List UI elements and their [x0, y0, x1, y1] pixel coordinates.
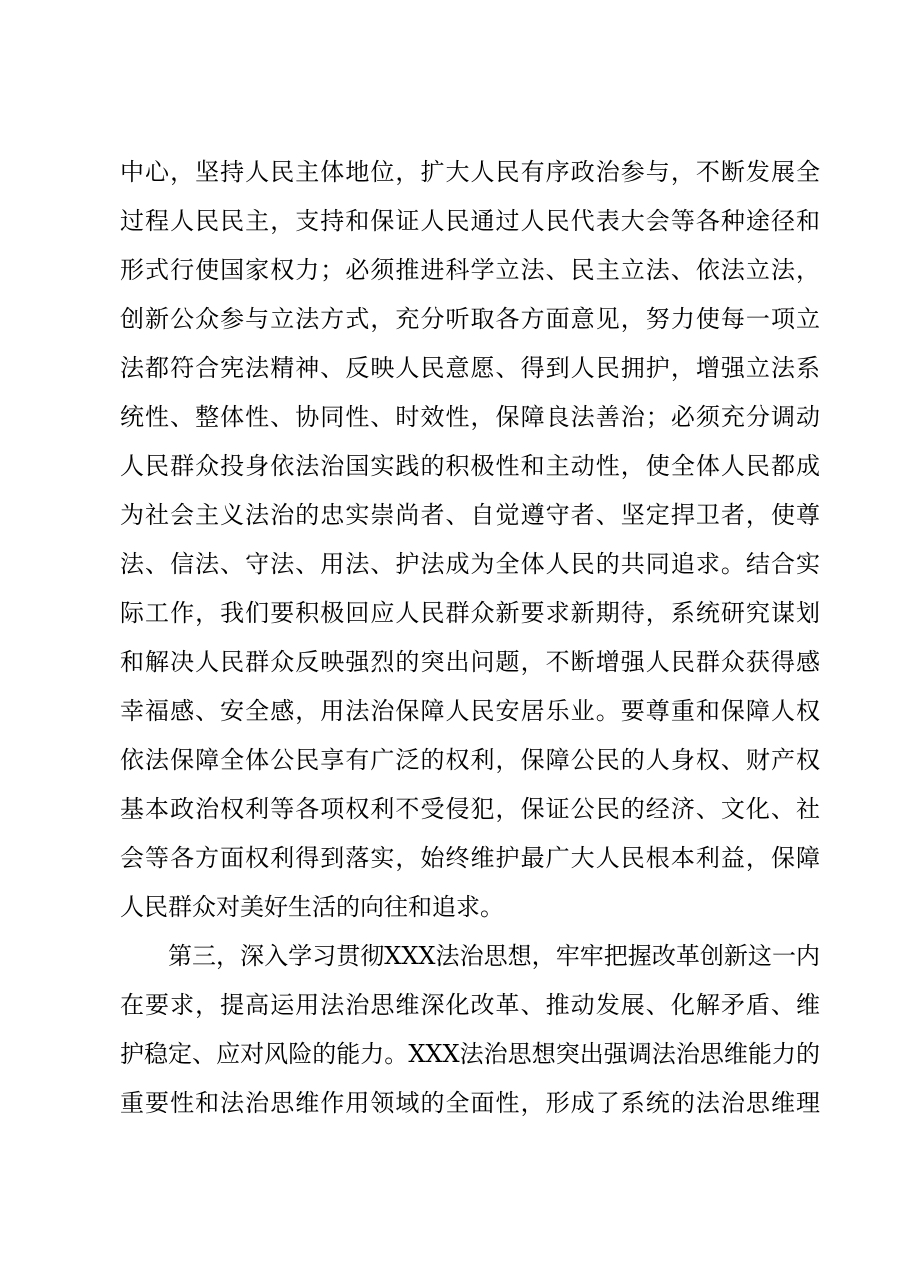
text-line-4: 创新公众参与立法方式，充分听取各方面意见，努力使每一项立 — [120, 305, 820, 333]
text-line-2: 过程人民民主，支持和保证人民通过人民代表大会等各种途径和 — [120, 207, 820, 235]
text-line-13: 依法保障全体公民享有广泛的权利，保障公民的人身权、财产权 — [120, 746, 820, 774]
text-line-6: 统性、整体性、协同性、时效性，保障良法善治；必须充分调动 — [120, 403, 820, 431]
text-line-17: 第三，深入学习贯彻XXX法治思想，牢牢把握改革创新这一内 — [168, 942, 820, 970]
text-line-18: 在要求，提高运用法治思维深化改革、推动发展、化解矛盾、维 — [120, 991, 820, 1019]
text-line-16: 人民群众对美好生活的向往和追求。 — [120, 893, 504, 921]
text-line-1: 中心，坚持人民主体地位，扩大人民有序政治参与，不断发展全 — [120, 158, 820, 186]
text-line-7: 人民群众投身依法治国实践的积极性和主动性，使全体人民都成 — [120, 452, 820, 480]
text-line-8: 为社会主义法治的忠实崇尚者、自觉遵守者、坚定捍卫者，使尊 — [120, 501, 820, 529]
text-line-11: 和解决人民群众反映强烈的突出问题，不断增强人民群众获得感 — [120, 648, 820, 676]
text-line-15: 会等各方面权利得到落实，始终维护最广大人民根本利益，保障 — [120, 844, 820, 872]
text-line-10: 际工作，我们要积极回应人民群众新要求新期待，系统研究谋划 — [120, 599, 820, 627]
text-line-5: 法都符合宪法精神、反映人民意愿、得到人民拥护，增强立法系 — [120, 354, 820, 382]
text-line-19: 护稳定、应对风险的能力。XXX法治思想突出强调法治思维能力的 — [120, 1040, 820, 1068]
text-line-12: 幸福感、安全感，用法治保障人民安居乐业。要尊重和保障人权 — [120, 697, 820, 725]
text-line-20: 重要性和法治思维作用领域的全面性，形成了系统的法治思维理 — [120, 1089, 820, 1117]
text-line-9: 法、信法、守法、用法、护法成为全体人民的共同追求。结合实 — [120, 550, 820, 578]
text-line-3: 形式行使国家权力；必须推进科学立法、民主立法、依法立法， — [120, 256, 820, 284]
document-body — [120, 148, 820, 1128]
text-line-14: 基本政治权利等各项权利不受侵犯，保证公民的经济、文化、社 — [120, 795, 820, 823]
